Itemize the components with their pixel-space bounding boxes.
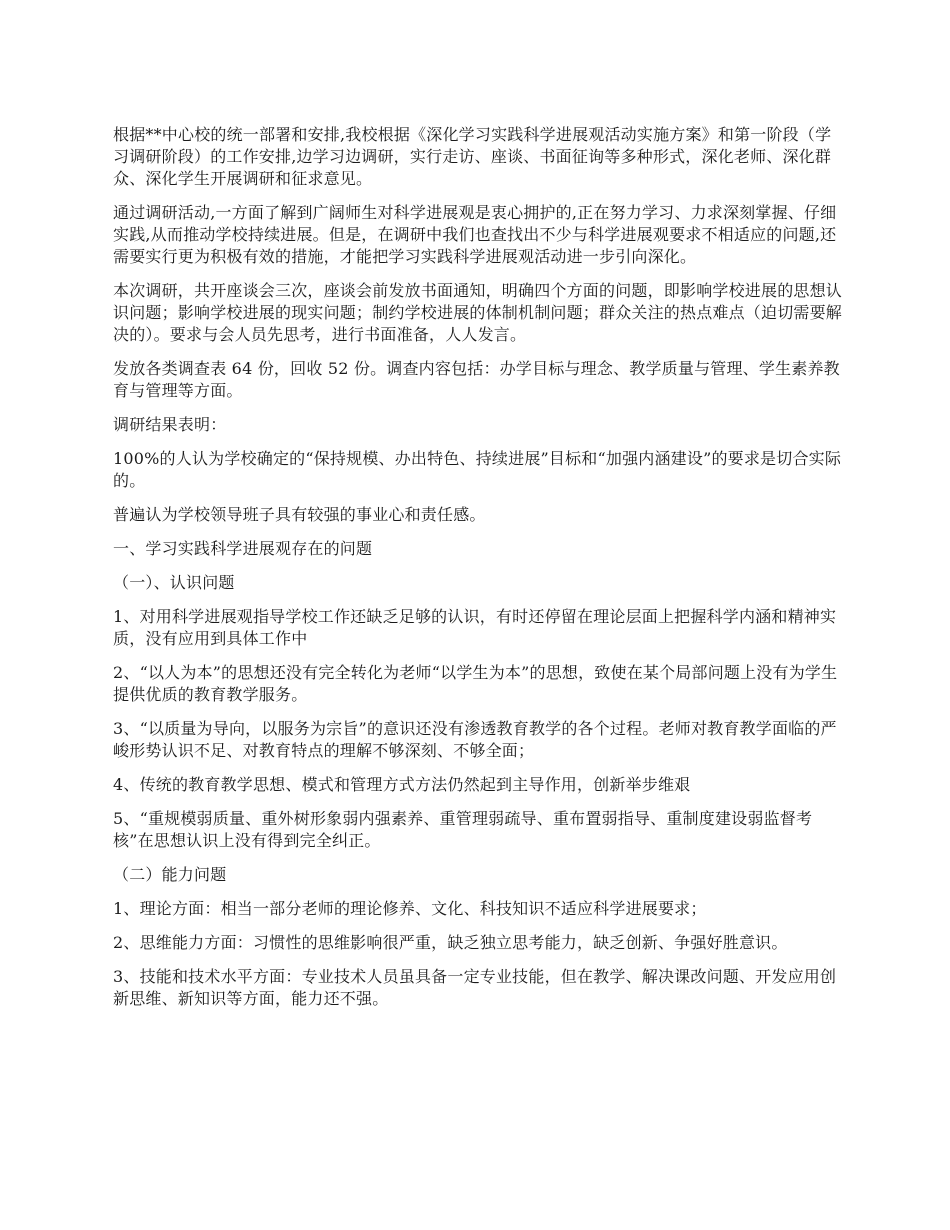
- paragraph-result-leadership: 普遍认为学校领导班子具有较强的事业心和责任感。: [113, 505, 486, 524]
- list-item-awareness-3: 3、“以质量为导向，以服务为宗旨”的意识还没有渗透教育教学的各个过程。老师对教育教学面临的严峻形势认识不足、对教育特点的理解不够深刻、不够全面；: [113, 719, 837, 760]
- paragraph-findings: 通过调研活动,一方面了解到广阔师生对科学进展观是衷心拥护的,正在努力学习、力求深刻掌握、仔细实践,从而推动学校持续进展。但是，在调研中我们也查找出不少与科学进展观要求不相适应的问题,还需要实行更为积极有效的措施，才能把学习实践科学进展观活动进一步引向深化。: [113, 203, 837, 266]
- list-item-ability-3: 3、技能和技术水平方面：专业技术人员虽具备一定专业技能，但在教学、解决课改问题、开发应用创新思维、新知识等方面，能力还不强。: [113, 967, 837, 1008]
- subsection-heading-ability: （二）能力问题: [113, 865, 227, 884]
- paragraph-survey: 发放各类调查表 64 份，回收 52 份。调查内容包括：办学目标与理念、教学质量与管理、学生素养教育与管理等方面。: [113, 359, 840, 400]
- document-body: [113, 124, 843, 1022]
- list-item-awareness-5: 5、“重规模弱质量、重外树形象弱内强素养、重管理弱疏导、重布置弱指导、重制度建设弱监督考核”在思想认识上没有得到完全纠正。: [113, 809, 813, 850]
- list-item-awareness-4: 4、传统的教育教学思想、模式和管理方式方法仍然起到主导作用，创新举步维艰: [113, 775, 691, 794]
- list-item-ability-1: 1、理论方面：相当一部分老师的理论修养、文化、科技知识不适应科学进展要求；: [113, 899, 707, 918]
- paragraph-results-heading: 调研结果表明：: [113, 415, 227, 434]
- paragraph-intro: 根据**中心校的统一部署和安排,我校根据《深化学习实践科学进展观活动实施方案》和第一阶段（学习调研阶段）的工作安排,边学习边调研，实行走访、座谈、书面征询等多种形式，深化老师、深化群众、深化学生开展调研和征求意见。: [113, 125, 832, 188]
- paragraph-meetings: 本次调研，共开座谈会三次，座谈会前发放书面通知，明确四个方面的问题，即影响学校进展的思想认识问题；影响学校进展的现实问题；制约学校进展的体制机制问题；群众关注的热点难点（迫切需要解决的）。要求与会人员先思考，进行书面准备，人人发言。: [113, 281, 843, 344]
- list-item-awareness-2: 2、“以人为本”的思想还没有完全转化为老师“以学生为本”的思想，致使在某个局部问题上没有为学生提供优质的教育教学服务。: [113, 663, 838, 704]
- paragraph-result-goal: 100%的人认为学校确定的“保持规模、办出特色、持续进展”目标和“加强内涵建设”的要求是切合实际的。: [113, 449, 842, 490]
- list-item-awareness-1: 1、对用科学进展观指导学校工作还缺乏足够的认识，有时还停留在理论层面上把握科学内涵和精神实质，没有应用到具体工作中: [113, 607, 837, 648]
- section-heading-problems: 一、学习实践科学进展观存在的问题: [113, 539, 373, 558]
- list-item-ability-2: 2、思维能力方面：习惯性的思维影响很严重，缺乏独立思考能力，缺乏创新、争强好胜意识。: [113, 933, 788, 952]
- subsection-heading-awareness: （一）、认识问题: [113, 573, 235, 592]
